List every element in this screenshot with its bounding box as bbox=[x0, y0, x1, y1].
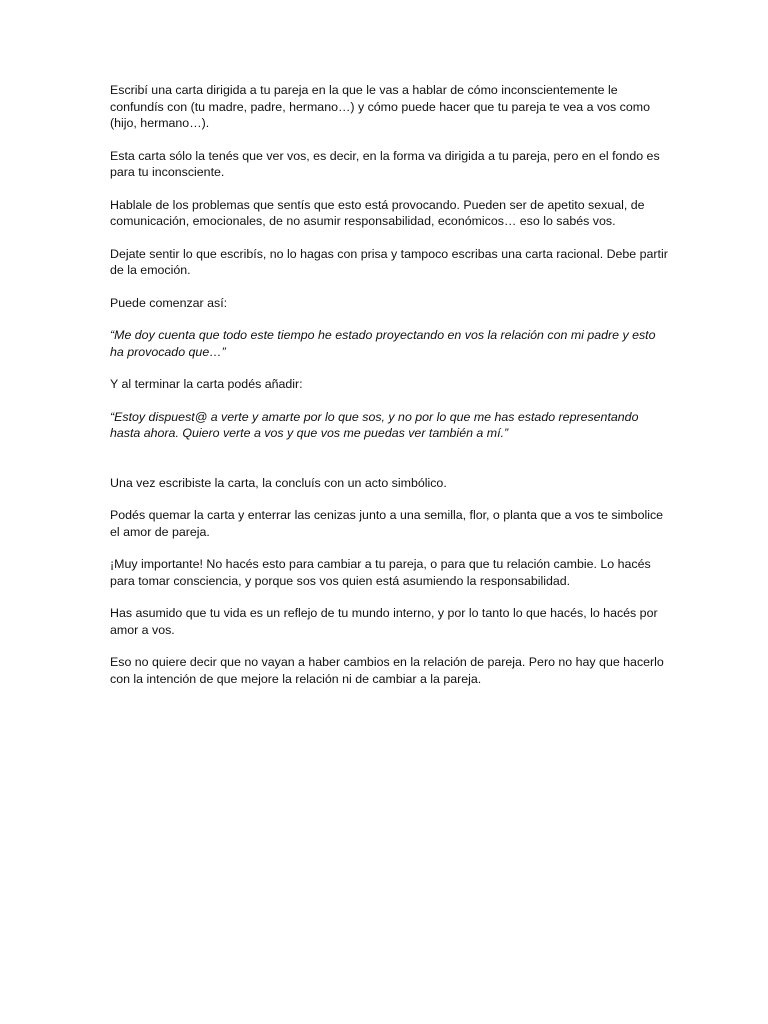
paragraph-burn-letter: Podés quemar la carta y enterrar las cenizas junto a una semilla, flor, o planta que a vos te simbolice el amor de pareja. bbox=[110, 508, 664, 539]
paragraph-problems: Hablale de los problemas que sentís que esto está provocando. Pueden ser de apetito sexual, de comunicación, emocionales, de no asumir responsabilidad, económicos… eso lo sabés vos. bbox=[110, 197, 645, 228]
paragraph-purpose: Esta carta sólo la tenés que ver vos, es decir, en la forma va dirigida a tu pareja, pero en el fondo es para tu inconsciente. bbox=[110, 148, 660, 179]
paragraph-end-prompt: Y al terminar la carta podés añadir: bbox=[110, 377, 303, 391]
quote-opening: “Me doy cuenta que todo este tiempo he estado proyectando en vos la relación con mi padre y esto ha provocado que…” bbox=[110, 328, 656, 359]
paragraph-reflection: Has asumido que tu vida es un reflejo de tu mundo interno, y por lo tanto lo que hacés, lo hacés por amor a vos. bbox=[110, 606, 658, 637]
paragraph-important: ¡Muy importante! No hacés esto para cambiar a tu pareja, o para que tu relación cambie. Lo hacés para tomar consciencia, y porque sos vos quien está asumiendo la responsabilidad. bbox=[110, 557, 651, 588]
paragraph-start-prompt: Puede comenzar así: bbox=[110, 295, 228, 310]
paragraph-emotion: Dejate sentir lo que escribís, no lo hagas con prisa y tampoco escribas una carta racional. Debe partir de la emoción. bbox=[110, 246, 668, 277]
document-page bbox=[110, 82, 670, 703]
paragraph-symbolic-act: Una vez escribiste la carta, la concluís con un acto simbólico. bbox=[110, 475, 447, 490]
paragraph-intro: Escribí una carta dirigida a tu pareja en la que le vas a hablar de cómo inconscientemente le confundís con (tu madre, padre, hermano…) y cómo puede hacer que tu pareja te vea a vos como (hijo, hermano…). bbox=[110, 83, 650, 130]
quote-closing: “Estoy dispuest@ a verte y amarte por lo que sos, y no por lo que me has estado representando hasta ahora. Quiero verte a vos y que vos me puedas ver también a mí.” bbox=[110, 409, 639, 440]
paragraph-changes: Eso no quiere decir que no vayan a haber cambios en la relación de pareja. Pero no hay que hacerlo con la intención de que mejore la relación ni de cambiar a la pareja. bbox=[110, 655, 664, 686]
